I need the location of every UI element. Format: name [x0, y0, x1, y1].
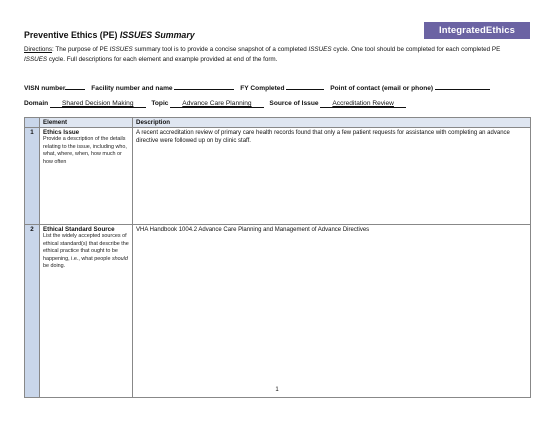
topic-label: Topic	[151, 100, 169, 107]
poc-field[interactable]	[435, 82, 490, 90]
facility-label: Facility number and name	[91, 85, 173, 92]
poc-label: Point of contact (email or phone)	[330, 85, 434, 92]
description-cell[interactable]: VHA Handbook 1004.2 Advance Care Planning and Management of Advance Directives	[133, 225, 531, 398]
element-description: List the widely accepted sources of ethical standard(s) that describe the ethical practice that ought to be happening, i.e., what people should be doing.	[43, 233, 129, 270]
issues-summary-table	[24, 117, 531, 398]
directions-text: Directions: The purpose of PE ISSUES summary tool is to provide a concise snapshot of a completed ISSUES cycle. One tool should be completed for each completed PE ISSUES cycle. Full descriptions for each element and example provided at end of the form.	[24, 46, 501, 63]
topic-field[interactable]: Advance Care Planning	[170, 100, 263, 108]
element-cell	[40, 128, 133, 225]
header-fields-line-2	[24, 100, 410, 108]
domain-label: Domain	[24, 100, 49, 107]
domain-field[interactable]: Shared Decision Making	[50, 100, 145, 108]
integrated-ethics-logo: IntegratedEthics	[424, 22, 530, 39]
fy-field[interactable]	[286, 82, 324, 90]
visn-label: VISN number	[24, 85, 66, 92]
element-cell	[40, 225, 133, 398]
element-header: Element	[40, 118, 133, 128]
header-fields-line-1	[24, 82, 494, 92]
facility-field[interactable]	[174, 82, 234, 90]
fy-label: FY Completed	[240, 85, 285, 92]
table-row	[25, 128, 531, 225]
table-row	[25, 225, 531, 398]
element-name: Ethics Issue	[43, 129, 80, 136]
source-field[interactable]: Accreditation Review	[320, 100, 406, 108]
table-header-row	[25, 118, 531, 128]
visn-field[interactable]	[65, 82, 85, 90]
element-description: Provide a description of the details relating to the issue, including who, what, where, when, how much or how often	[43, 136, 127, 165]
element-name: Ethical Standard Source	[43, 226, 115, 233]
source-label: Source of Issue	[269, 100, 319, 107]
description-cell[interactable]: A recent accreditation review of primary care health records found that only a few patient requests for assistance with completing an advance directive were followed up on by clinic staff.	[133, 128, 531, 225]
description-header: Description	[133, 118, 531, 128]
page-title: Preventive Ethics (PE) ISSUES Summary	[24, 30, 195, 40]
row-number: 2	[25, 225, 40, 398]
row-number: 1	[25, 128, 40, 225]
page-number: 1	[275, 387, 279, 393]
